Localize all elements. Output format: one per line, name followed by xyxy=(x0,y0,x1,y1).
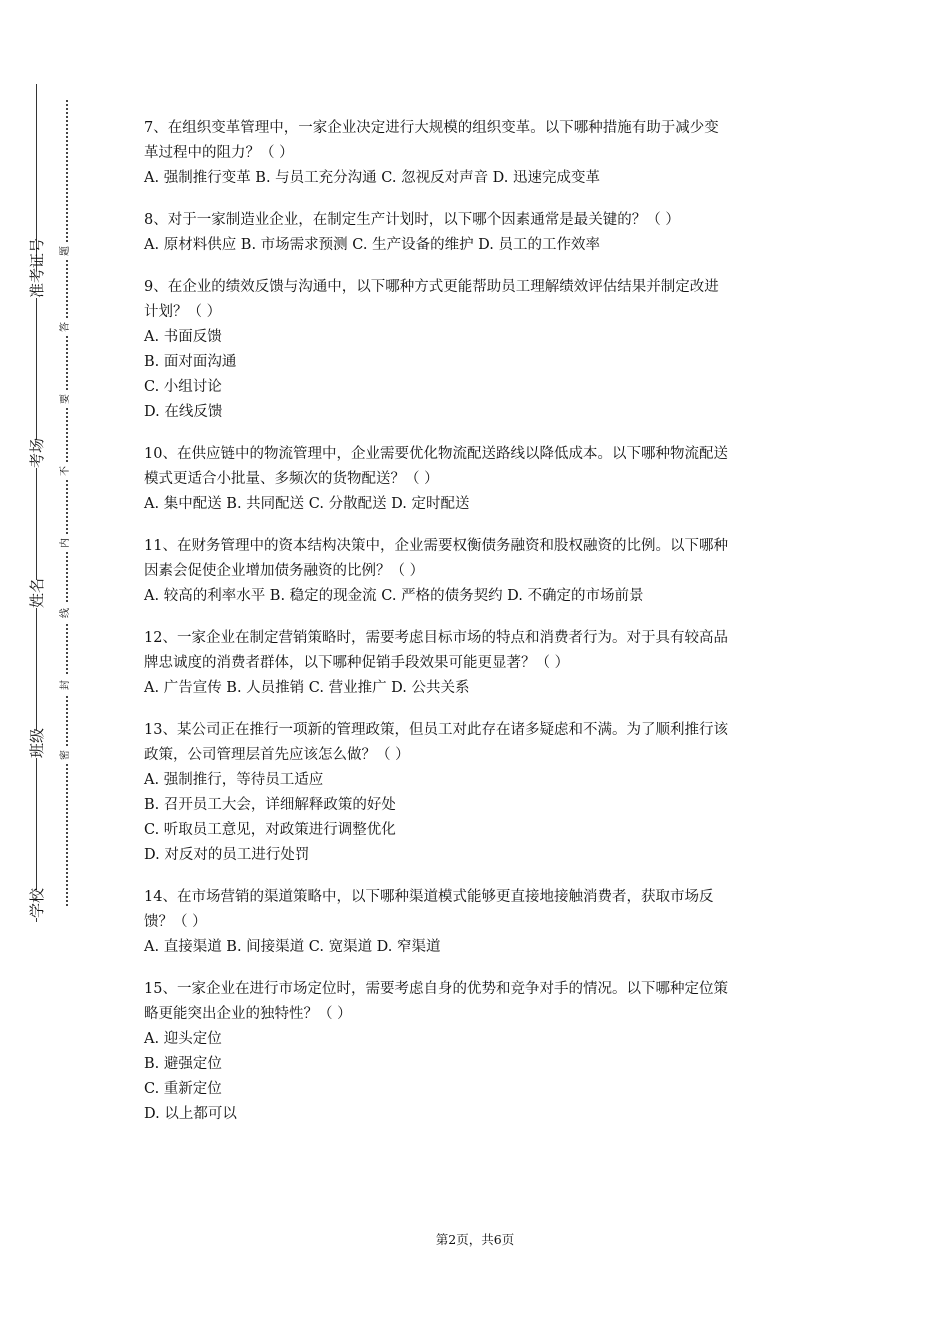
option-d: D. 在线反馈 xyxy=(144,404,223,420)
seal-char: 答 xyxy=(57,318,75,336)
question-7 xyxy=(144,116,820,191)
question-9 xyxy=(144,275,820,425)
question-text: 15、一家企业在进行市场定位时，需要考虑自身的优势和竞争对手的情况。以下哪种定位策 xyxy=(144,981,728,997)
seal-char: 内 xyxy=(57,534,75,552)
question-text: 计划？（ ） xyxy=(144,304,222,320)
option-a: A. 迎头定位 xyxy=(144,1031,222,1047)
question-text: 8、对于一家制造业企业，在制定生产计划时，以下哪个因素通常是最关键的？（ ） xyxy=(144,212,680,228)
seal-char: 封 xyxy=(57,676,75,694)
question-text: 11、在财务管理中的资本结构决策中，企业需要权衡债务融资和股权融资的比例。以下哪种 xyxy=(144,538,728,554)
option-d: D. 以上都可以 xyxy=(144,1106,237,1122)
question-options: A. 强制推行变革 B. 与员工充分沟通 C. 忽视反对声音 D. 迅速完成变革 xyxy=(144,170,601,186)
option-c: C. 重新定位 xyxy=(144,1081,222,1097)
question-text: 模式更适合小批量、多频次的货物配送？（ ） xyxy=(144,471,439,487)
label-name: 姓名 xyxy=(23,580,51,608)
question-8 xyxy=(144,208,820,258)
question-13 xyxy=(144,718,820,868)
seal-char: 密 xyxy=(57,746,75,764)
question-12 xyxy=(144,626,820,701)
question-15 xyxy=(144,977,820,1127)
seal-char: 要 xyxy=(57,390,75,408)
question-text: 12、一家企业在制定营销策略时，需要考虑目标市场的特点和消费者行为。对于具有较高品 xyxy=(144,630,728,646)
option-c: C. 听取员工意见，对政策进行调整优化 xyxy=(144,822,396,838)
option-d: D. 对反对的员工进行处罚 xyxy=(144,847,310,863)
question-text: 馈？（ ） xyxy=(144,914,207,930)
option-b: B. 避强定位 xyxy=(144,1056,222,1072)
question-11 xyxy=(144,534,820,609)
question-text: 因素会促使企业增加债务融资的比例？（ ） xyxy=(144,563,425,579)
question-14 xyxy=(144,885,820,960)
label-exam-room: 考场 xyxy=(23,440,51,468)
question-text: 7、在组织变革管理中，一家企业决定进行大规模的组织变革。以下哪种措施有助于减少变 xyxy=(144,120,719,136)
question-options: A. 集中配送 B. 共同配送 C. 分散配送 D. 定时配送 xyxy=(144,496,470,512)
question-text: 牌忠诚度的消费者群体，以下哪种促销手段效果可能更显著？（ ） xyxy=(144,655,570,671)
seal-char: 不 xyxy=(57,462,75,480)
option-b: B. 面对面沟通 xyxy=(144,354,237,370)
option-a: A. 书面反馈 xyxy=(144,329,222,345)
question-options: A. 直接渠道 B. 间接渠道 C. 宽渠道 D. 窄渠道 xyxy=(144,939,441,955)
option-b: B. 召开员工大会，详细解释政策的好处 xyxy=(144,797,396,813)
seal-char: 线 xyxy=(57,604,75,622)
option-c: C. 小组讨论 xyxy=(144,379,222,395)
question-10 xyxy=(144,442,820,517)
question-text: 革过程中的阻力？（ ） xyxy=(144,145,294,161)
question-text: 9、在企业的绩效反馈与沟通中，以下哪种方式更能帮助员工理解绩效评估结果并制定改进 xyxy=(144,279,719,295)
question-text: 13、某公司正在推行一项新的管理政策，但员工对此存在诸多疑虑和不满。为了顺利推行该 xyxy=(144,722,728,738)
question-text: 略更能突出企业的独特性？（ ） xyxy=(144,1006,352,1022)
question-list xyxy=(144,116,820,1144)
question-options: A. 原材料供应 B. 市场需求预测 C. 生产设备的维护 D. 员工的工作效率 xyxy=(144,237,601,253)
seal-char: 题 xyxy=(57,242,75,260)
label-exam-number: 准考证号 xyxy=(23,270,51,298)
question-options: A. 广告宣传 B. 人员推销 C. 营业推广 D. 公共关系 xyxy=(144,680,470,696)
binding-solid-line xyxy=(36,84,37,922)
question-text: 10、在供应链中的物流管理中，企业需要优化物流配送路线以降低成本。以下哪种物流配送 xyxy=(144,446,728,462)
page-footer: 第2页，共6页 xyxy=(435,1232,515,1247)
option-a: A. 强制推行，等待员工适应 xyxy=(144,772,324,788)
label-school: 学校 xyxy=(23,890,51,918)
seal-dotted-line xyxy=(66,100,68,906)
binding-margin xyxy=(0,0,120,1344)
label-class: 班级 xyxy=(23,730,51,758)
question-options: A. 较高的利率水平 B. 稳定的现金流 C. 严格的债务契约 D. 不确定的市场前景 xyxy=(144,588,644,604)
question-text: 14、在市场营销的渠道策略中，以下哪种渠道模式能够更直接地接触消费者，获取市场反 xyxy=(144,889,714,905)
question-text: 政策，公司管理层首先应该怎么做？（ ） xyxy=(144,747,410,763)
